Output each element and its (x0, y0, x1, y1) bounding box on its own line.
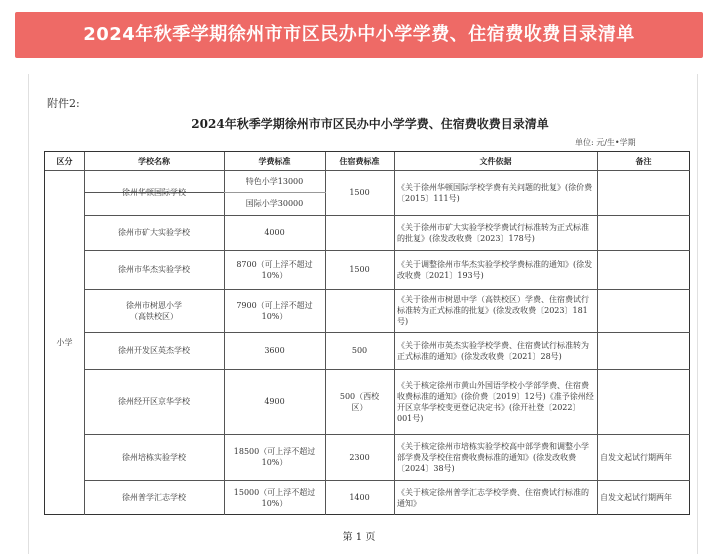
fee-table (44, 151, 690, 515)
remark-text (597, 215, 690, 250)
remark-text (597, 332, 690, 369)
header-remark: 备注 (635, 155, 652, 166)
basis-text: 《关于核定徐州市黄山外国语学校小学部学费、住宿费收费标准的通知》(徐价费〔2019〕12号)《准予徐州经开区京华学校变更登记决定书》(徐开社登〔2022〕001号) (397, 380, 594, 423)
tuition-value: 4900 (264, 397, 285, 406)
remark-text (597, 289, 690, 332)
basis-text: 《关于徐州市矿大实验学校学费试行标准转为正式标准的批复》(徐发改收费〔2023〕178号) (397, 222, 589, 243)
basis-text: 《关于核定徐州市培栋实验学校高中部学费和调整小学部学费及学校住宿费收费标准的通知》(徐发改收费〔2024〕38号) (397, 441, 589, 473)
banner-title: 2024年秋季学期徐州市市区民办中小学学费、住宿费收费目录清单 (83, 24, 635, 45)
remark-text (597, 170, 690, 215)
document-title: 2024年秋季学期徐州市市区民办中小学学费、住宿费收费目录清单 (191, 117, 549, 131)
school-name: 徐州市矿大实验学校 (118, 228, 190, 237)
page-number: 第 1 页 (342, 532, 376, 543)
tuition-value: 特色小学13000 (245, 176, 304, 186)
basis-text: 《关于调整徐州市华杰实验学校学费标准的通知》(徐发改收费〔2021〕193号) (397, 259, 593, 280)
remark-text: 自发文起试行期两年 (600, 493, 672, 502)
boarding-value (325, 215, 394, 250)
tuition-value: 18500（可上浮不超过10%） (233, 447, 316, 467)
remark-text (597, 250, 690, 289)
remark-text: 自发文起试行期两年 (600, 452, 672, 462)
school-name: 徐州培栋实验学校 (122, 452, 186, 462)
school-name: 徐州经开区京华学校 (118, 397, 190, 406)
boarding-value (325, 289, 394, 332)
header-school: 学校名称 (138, 155, 170, 166)
basis-text: 《关于徐州市英杰实验学校学费、住宿费试行标准转为正式标准的通知》(徐发改收费〔2021〕28号) (397, 340, 589, 361)
remark-text (597, 369, 690, 434)
basis-text: 《关于徐州华顿国际学校学费有关问题的批复》(徐价费〔2015〕111号) (397, 182, 593, 203)
tuition-value: 4000 (264, 228, 285, 237)
header-tuition: 学费标准 (258, 155, 291, 166)
school-name: 徐州普学汇志学校 (122, 493, 186, 502)
boarding-value: 1500 (349, 265, 370, 274)
basis-text: 《关于核定徐州普学汇志学校学费、住宿费试行标准的通知》 (397, 487, 589, 508)
header-boarding: 住宿费标准 (339, 155, 380, 166)
unit-label: 单位: 元/生•学期 (575, 138, 636, 147)
school-name: 徐州华顿国际学校 (122, 188, 186, 197)
header-category: 区分 (56, 155, 73, 166)
header-basis: 文件依据 (479, 155, 512, 166)
title-banner (15, 12, 703, 58)
boarding-value: 2300 (349, 452, 370, 462)
school-name: 徐州市华杰实验学校 (118, 265, 190, 274)
school-name: 徐州市树恩小学（高铁校区） (126, 300, 182, 321)
tuition-value: 15000（可上浮不超过10%） (233, 487, 316, 508)
category-cell: 小学 (56, 338, 73, 347)
tuition-value: 国际小学30000 (245, 199, 304, 208)
tuition-value: 3600 (264, 346, 285, 355)
boarding-value: 1500 (349, 188, 370, 197)
tuition-value: 8700（可上浮不超过10%） (236, 259, 313, 280)
boarding-value: 500（西校区） (339, 391, 380, 412)
attachment-label: 附件2: (47, 97, 80, 110)
boarding-value: 500 (351, 346, 368, 355)
tuition-value: 7900（可上浮不超过10%） (236, 300, 313, 321)
school-name: 徐州开发区英杰学校 (118, 346, 190, 355)
basis-text: 《关于徐州市树恩中学（高铁校区）学费、住宿费试行标准转为正式标准的批复》(徐发改收费〔2023〕181号) (397, 295, 589, 326)
boarding-value: 1400 (349, 493, 370, 502)
